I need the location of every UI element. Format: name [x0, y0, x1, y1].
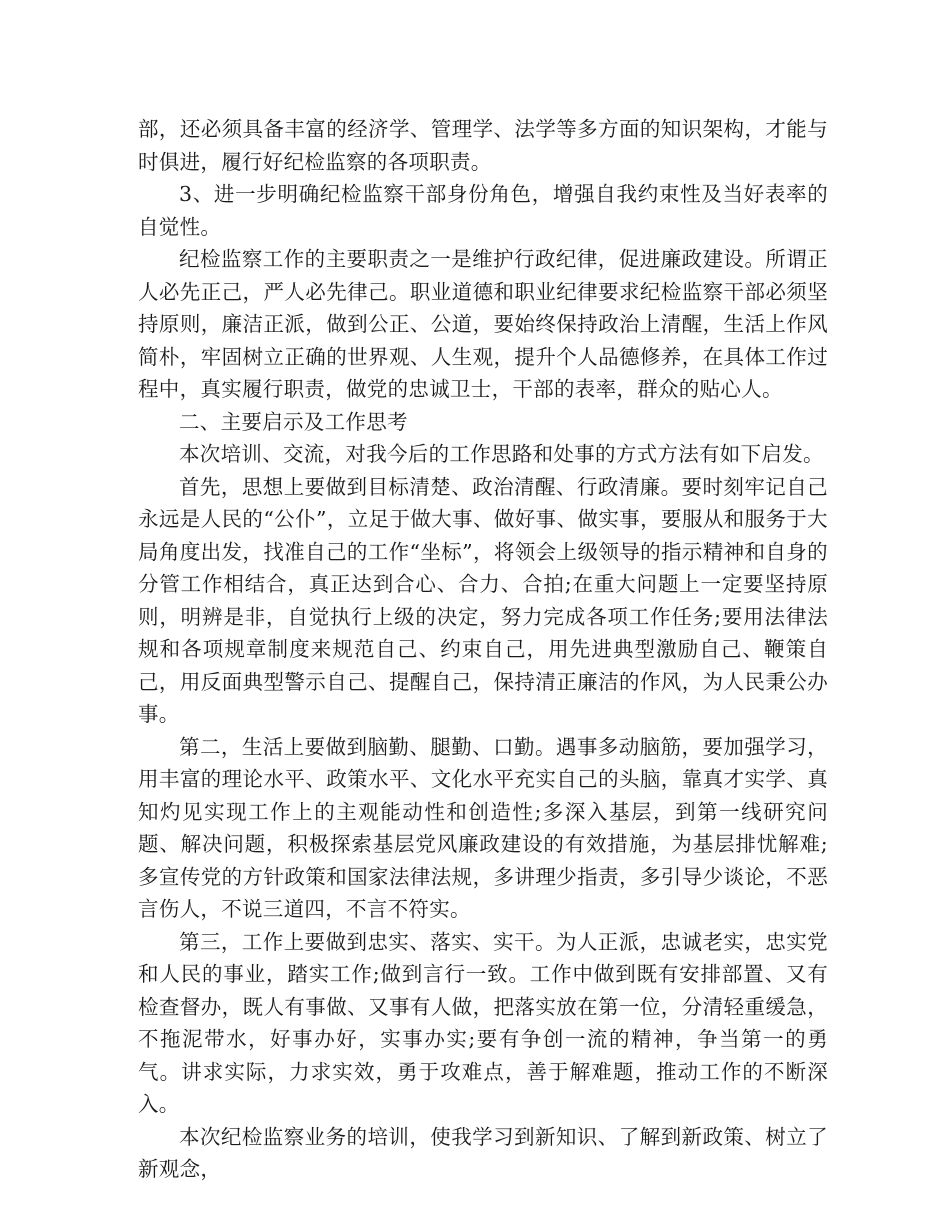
document-page [138, 113, 828, 1186]
paragraph-duties: 纪检监察工作的主要职责之一是维护行政纪律，促进廉政建设。所谓正人必先正己，严人必先律己。职业道德和职业纪律要求纪检监察干部必须坚持原则，廉洁正派，做到公正、公道，要始终保持政治上清醒，生活上作风简朴，牢固树立正确的世界观、人生观，提升个人品德修养，在具体工作过程中，真实履行职责，做党的忠诚卫士，干部的表率，群众的贴心人。 [138, 247, 828, 401]
paragraph-second: 第二，生活上要做到脑勤、腿勤、口勤。遇事多动脑筋，要加强学习，用丰富的理论水平、政策水平、文化水平充实自己的头脑，靠真才实学、真知灼见实现工作上的主观能动性和创造性;多深入基层，到第一线研究问题、解决问题，积极探索基层党风廉政建设的有效措施，为基层排忧解难;多宣传党的方针政策和国家法律法规，多讲理少指责，多引导少谈论，不恶言伤人，不说三道四，不言不符实。 [138, 734, 828, 921]
paragraph-point-3-heading: 3、进一步明确纪检监察干部身份角色，增强自我约束性及当好表率的自觉性。 [138, 182, 828, 239]
paragraph-continuation: 部，还必须具备丰富的经济学、管理学、法学等多方面的知识架构，才能与时俱进，履行好纪检监察的各项职责。 [138, 117, 828, 174]
paragraph-first: 首先，思想上要做到目标清楚、政治清醒、行政清廉。要时刻牢记自己永远是人民的“公仆”，立足于做大事、做好事、做实事，要服从和服务于大局角度出发，找准自己的工作“坐标”，将领会上级领导的指示精神和自身的分管工作相结合，真正达到合心、合力、合拍;在重大问题上一定要坚持原则，明辨是非，自觉执行上级的决定，努力完成各项工作任务;要用法律法规和各项规章制度来规范自己、约束自己，用先进典型激励自己、鞭策自己，用反面典型警示自己、提醒自己，保持清正廉洁的作风，为人民秉公办事。 [138, 474, 828, 726]
paragraph-closing: 本次纪检监察业务的培训，使我学习到新知识、了解到新政策、树立了新观念， [138, 1124, 828, 1181]
paragraph-third: 第三，工作上要做到忠实、落实、实干。为人正派，忠诚老实，忠实党和人民的事业，踏实工作;做到言行一致。工作中做到既有安排部置、又有检查督办，既人有事做、又事有人做，把落实放在第一位，分清轻重缓急，不拖泥带水，好事办好，实事办实;要有争创一流的精神，争当第一的勇气。讲求实际，力求实效，勇于攻难点，善于解难题，推动工作的不断深入。 [138, 929, 828, 1116]
paragraph-intro: 本次培训、交流，对我今后的工作思路和处事的方式方法有如下启发。 [179, 442, 824, 466]
section-heading-inspiration: 二、主要启示及工作思考 [179, 409, 408, 434]
